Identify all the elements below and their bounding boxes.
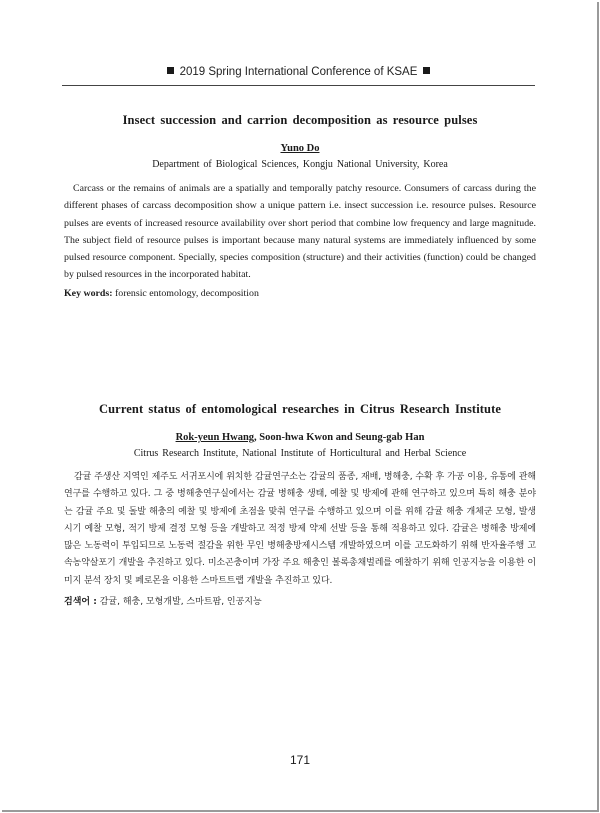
abstract-title: Current status of entomological researches in Citrus Research Institute (99, 402, 501, 416)
keywords-value: forensic entomology, decomposition (115, 287, 259, 299)
presenting-author: Rok-yeun Hwang (175, 432, 255, 443)
square-bullet-icon (167, 67, 174, 74)
header-rule (62, 85, 535, 86)
abstract-1 (64, 113, 536, 299)
abstract-affiliation: Department of Biological Sciences, Kongju National University, Korea (152, 159, 448, 170)
keywords-label: 검색어 : (64, 597, 97, 608)
abstract-keywords (64, 594, 536, 607)
abstract-authors (64, 143, 536, 154)
presenting-author: Yuno Do (280, 143, 320, 154)
abstract-affiliation: Citrus Research Institute, National Institute of Horticultural and Herbal Science (133, 448, 467, 459)
co-authors: , Soon-hwa Kwon and Seung-gab Han (254, 432, 425, 443)
keywords-label: Key words: (64, 287, 113, 299)
abstract-body: Carcass or the remains of animals are a spatially and temporally patchy resource. Consumers of carcass during the different phases of carcass decomposition show a unique pattern i.e. insect succession i.e. resource pulses. Resource pulses are events of increased resource availability over short period that combine low frequency and large magnitude. The subject field of resource pulses is important because many natural systems are immediately influenced by some pulsed resource component. Specially, species composition (structure) and their activities (function) could be changed by pulsed resources in the incorporated habitat. (64, 183, 536, 281)
abstract-title: Insect succession and carrion decomposition as resource pulses (122, 113, 478, 127)
page-number: 171 (289, 753, 311, 767)
abstract-keywords (64, 288, 536, 299)
keywords-value: 감귤, 해충, 모형개발, 스마트팜, 인공지능 (99, 597, 262, 608)
conference-name: 2019 Spring International Conference of KSAE (179, 66, 418, 78)
abstract-authors (64, 432, 536, 443)
square-bullet-icon (423, 67, 430, 74)
abstract-body: 감귤 주생산 지역인 제주도 서귀포시에 위치한 감귤연구소는 감귤의 품종, 재배, 병해충, 수확 후 가공 이용, 유통에 관해 연구를 수행하고 있다. 그 중 병해충연구실에서는 감귤 병해충 생태, 예찰 및 방제에 관해 연구하고 있으며 특히 해충 분야는 감귤 주요 및 돌발 해충의 예찰 및 방제에 초점을 맞춰 연구를 수행하고 있으며 이를 위해 감귤 해충 개체군 모형, 발생 시기 예찰 모형, 적기 방제 결정 모형 등을 개발하고 적정 방제 약제 선발 등을 통해 적용하고 있다. 감귤은 병해충 방제에 많은 노동력이 투입되므로 노동력 절감을 위한 무인 병해충방제시스템 개발하였으며 이를 고도화하기 위해 반자율주행 고속농약살포기 개발을 추진하고 있다. 미소곤충이며 가장 주요 해충인 볼록총채벌레를 예찰하기 위해 인공지능을 이용한 이미지 분석 장치 및 페로몬을 이용한 스마트트랩 개발을 추진하고 있다. (64, 472, 536, 586)
conference-header (62, 66, 535, 78)
abstract-2 (64, 402, 536, 607)
